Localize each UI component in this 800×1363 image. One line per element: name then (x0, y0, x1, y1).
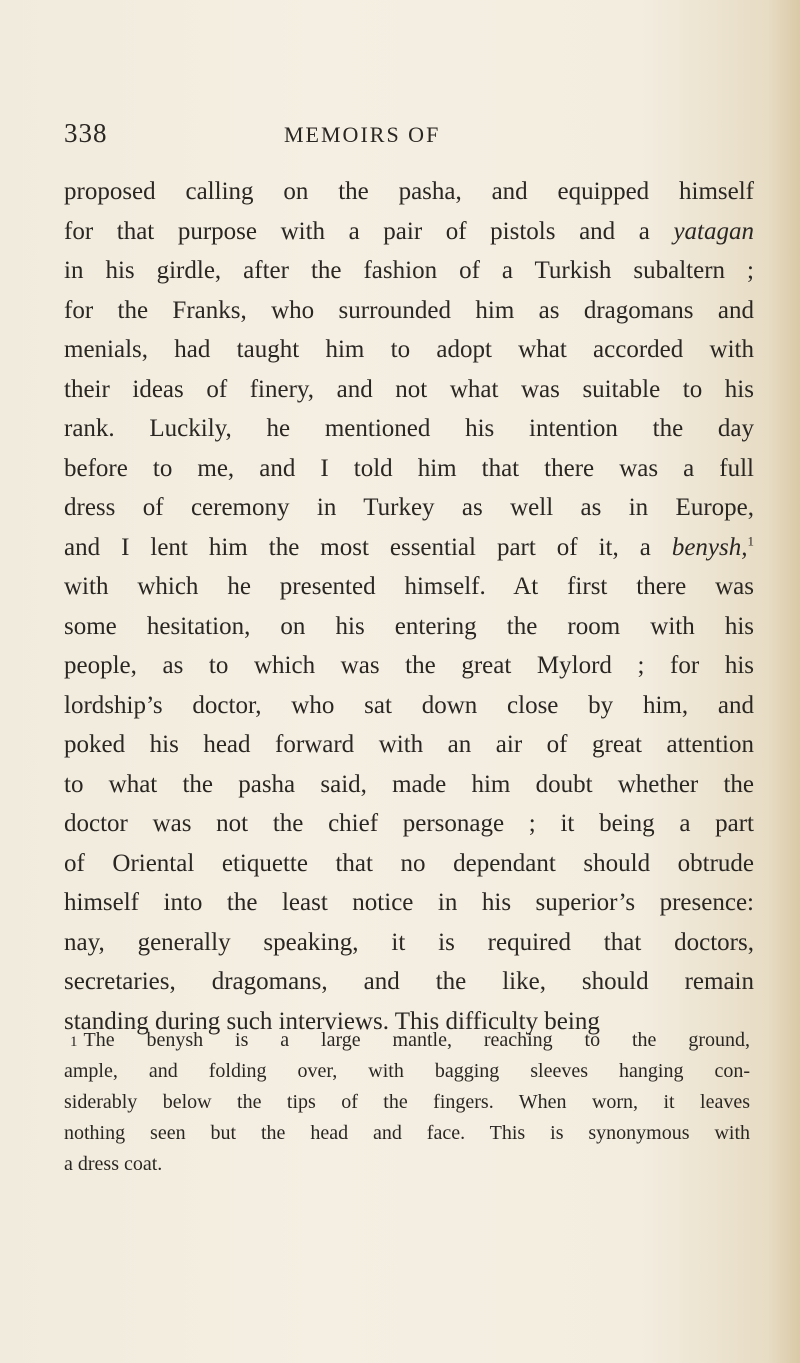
footnote-text: The benysh is a large mantle, reaching to the ground, (83, 1029, 750, 1051)
footnote-reference: 1 (747, 533, 754, 549)
text-line-content: with which he presented himself. At first there was (64, 573, 754, 600)
text-line-content: some hesitation, on his entering the room with his (64, 612, 754, 640)
text-line-content: secretaries, dragomans, and the like, should remain (64, 968, 754, 995)
footnote-text: a dress coat. (64, 1153, 163, 1175)
footnote-text: ample, and folding over, with bagging sleeves hanging con- (64, 1060, 750, 1082)
text-line (64, 528, 754, 568)
text-line (64, 883, 754, 923)
text-line (64, 370, 754, 410)
text-line (64, 607, 754, 647)
text-line (64, 686, 754, 726)
text-line-content: and I lent him the most essential part of it, a (64, 533, 672, 561)
text-line (64, 923, 754, 963)
text-line-content: their ideas of finery, and not what was suitable to his (64, 375, 754, 403)
page-number: 338 (64, 118, 108, 148)
italic-term: benysh, (671, 533, 748, 561)
text-line-content: doctor was not the chief personage ; it being a part (64, 810, 754, 837)
text-line-content: people, as to which was the great Mylord ; for his (64, 652, 754, 679)
text-line (64, 172, 754, 212)
footnote-text: siderably below the tips of the fingers. When worn, it leaves (64, 1091, 750, 1113)
text-line (64, 488, 754, 528)
footnote-line (64, 1087, 750, 1118)
text-line (64, 844, 754, 884)
text-line-content: menials, had taught him to adopt what accorded with (64, 336, 754, 363)
text-line (64, 212, 754, 252)
text-line (64, 765, 754, 805)
footnote-line (64, 1025, 750, 1056)
footnote (64, 1025, 750, 1180)
text-line (64, 251, 754, 291)
page-header (64, 118, 744, 150)
text-line (64, 330, 754, 370)
footnote-line (64, 1118, 750, 1149)
text-line-content: proposed calling on the pasha, and equipped himself (64, 178, 754, 205)
text-line (64, 449, 754, 489)
text-line-content: for that purpose with a pair of pistols and a (64, 217, 674, 245)
body-text (64, 172, 754, 1041)
text-line-content: rank. Luckily, he mentioned his intention the day (64, 415, 754, 442)
text-line-content: before to me, and I told him that there was a full (64, 454, 754, 482)
footnote-marker: 1 (70, 1034, 78, 1050)
text-line-content: dress of ceremony in Turkey as well as in Europe, (64, 494, 754, 521)
text-line-content: lordship’s doctor, who sat down close by him, and (64, 691, 754, 719)
text-line (64, 409, 754, 449)
text-line-content: himself into the least notice in his superior’s presence: (64, 889, 754, 916)
text-line-content: nay, generally speaking, it is required that doctors, (64, 928, 754, 956)
text-line-content: standing during such interviews. This difficulty being (64, 1007, 600, 1035)
text-line (64, 646, 754, 686)
italic-term: yatagan (673, 217, 754, 245)
text-line-content: poked his head forward with an air of great attention (64, 731, 754, 758)
text-line (64, 291, 754, 331)
footnote-line (64, 1056, 750, 1087)
footnote-text: nothing seen but the head and face. This is synonymous with (64, 1122, 750, 1144)
footnote-line (64, 1149, 750, 1180)
text-line (64, 804, 754, 844)
text-line-content: for the Franks, who surrounded him as dragomans and (64, 296, 754, 324)
text-line-content: to what the pasha said, made him doubt whether the (64, 770, 754, 798)
text-line (64, 725, 754, 765)
text-line-content: of Oriental etiquette that no dependant should obtrude (64, 849, 754, 877)
running-head: MEMOIRS OF (284, 122, 441, 147)
text-line-content: in his girdle, after the fashion of a Turkish subaltern ; (64, 257, 754, 284)
text-line (64, 962, 754, 1002)
text-line (64, 567, 754, 607)
